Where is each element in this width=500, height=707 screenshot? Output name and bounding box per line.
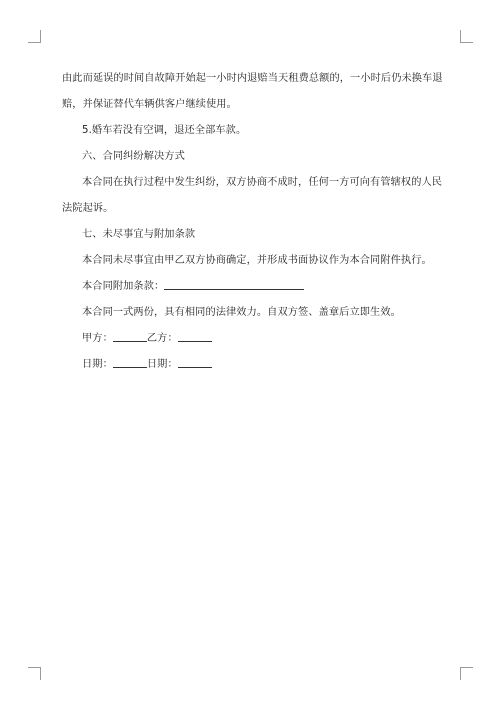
date-a-blank[interactable] [113,357,147,368]
paragraph-line: 本合同在执行过程中发生纠纷，双方协商不成时，任何一方可向有管辖权的人民 [82,177,443,188]
party-a-blank[interactable] [113,331,147,342]
additional-terms-line [62,274,442,300]
clause-item: 5.婚车若没有空调，退还全部车款。 [82,125,247,136]
section-heading: 七、未尽事宜与附加条款 [82,229,196,240]
paragraph-line: 赔，并保证替代车辆供客户继续使用。 [62,99,237,110]
paragraph-line: 法院起诉。 [62,203,114,214]
date-b-blank[interactable] [178,357,212,368]
crop-mark-top-right [460,30,473,43]
additional-terms-blank[interactable] [164,279,304,290]
paragraph-line: 本合同一式两份，具有相同的法律效力。自双方签、盖章后立即生效。 [82,307,401,318]
crop-mark-top-left [28,30,41,43]
party-b-label: 乙方： [146,333,178,344]
party-a-label: 甲方： [82,333,113,344]
crop-mark-bottom-right [460,667,473,680]
additional-terms-label: 本合同附加条款： [82,281,165,292]
date-a-label: 日期： [82,359,113,370]
signature-line [62,326,442,352]
document-body [62,66,442,378]
crop-mark-bottom-left [28,667,41,680]
paragraph-line: 由此而延误的时间自故障开始起一小时内退赔当天租费总额的，一小时后仍未换车退 [62,73,443,84]
paragraph-line: 本合同未尽事宜由甲乙双方协商确定，并形成书面协议作为本合同附件执行。 [82,255,432,266]
section-heading: 六、合同纠纷解决方式 [82,151,185,162]
date-b-label: 日期： [146,359,178,370]
date-line [62,352,442,378]
party-b-blank[interactable] [178,331,212,342]
